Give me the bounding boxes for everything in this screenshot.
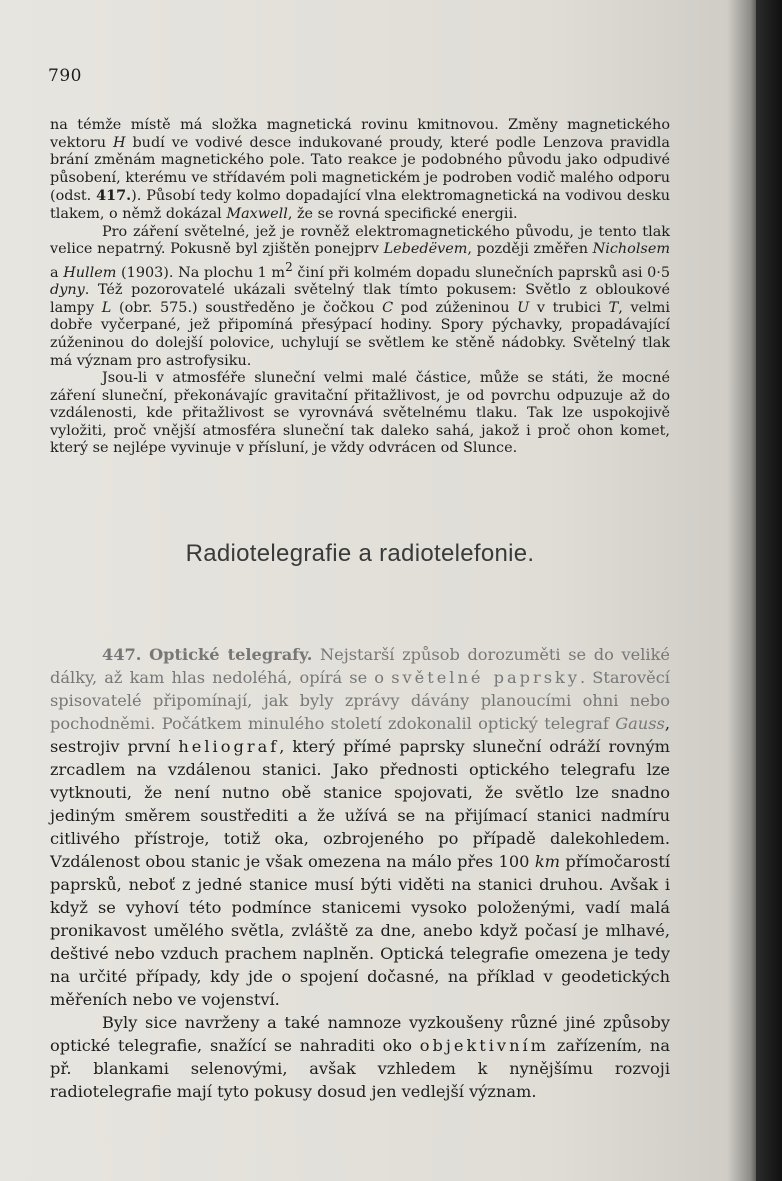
paragraph: Jsou-li v atmosféře sluneční velmi malé částice, může se státi, že mocné záření sluneční, překonávajíc gravitační přitažlivost, je od povrchu odpuzuje až do vzdálenosti, kde přitažlivost se vyrovnává světelnému tlaku. Tak lze uspokojivě vyložiti, proč vnější atmosféra sluneční tak daleko sahá, jakož i proč ohon komet, který se nejlépe vyvinuje v přísluní, je vždy odvrácen od Slunce. <box>50 370 670 457</box>
paragraph: 447. Optické telegrafy. Nejstarší způsob dorozuměti se do veliké dálky, až kam hlas nedoléhá, opírá se o světelné paprsky. Starověcí spisovatelé připomínají, jak byly zprávy dávány planoucími ohni nebo pochodněmi. Počátkem minulého století zdokonalil optický telegraf Gauss, sestrojiv první heliograf, který přímé paprsky sluneční odráží rovným zrcadlem na vzdálenou stanici. Jako přednosti optického telegrafu lze vytknouti, že není nutno obě stanice spojovati, že světlo lze snadno jediným směrem soustřediti a že užívá se na přijímací stanici nadmíru citlivého přístroje, totiž oka, ozbrojeného po případě dalekohledem. Vzdálenost obou stanic je však omezena na málo přes 100 km přímočarostí paprsků, neboť z jedné stanice musí býti viděti na stanici druhou. Avšak i když se vyhoví této podmínce stanicemi vysoko položenými, vadí malá pronikavost umělého světla, zvláště za dne, anebo když počasí je mlhavé, deštivé nebo vzduch prachem naplněn. Optická telegrafie omezena je tedy na určité případy, kdy jde o spojení dočasné, na příklad v geodetických měřeních nebo ve vojenství. <box>50 645 670 1009</box>
section-magnetic-pressure <box>50 117 670 458</box>
paragraph: Byly sice navrženy a také namnoze vyzkoušeny různé jiné způsoby optické telegrafie, snažící se nahraditi oko objektivním zařízením, na př. blankami selenovými, avšak vzhledem k nynějšímu rozvoji radiotelegrafie mají tyto pokusy dosud jen vedlejší význam. <box>50 1013 670 1101</box>
paragraph: Pro záření světelné, jež je rovněž elektromagnetického původu, je tento tlak velice nepatrný. Pokusně byl zjištěn ponejprv Lebedëvem, později změřen Nicholsem a Hullem (1903). Na plochu 1 $m^2$ činí při kolmém dopadu slunečních paprsků asi 0·5 dyny. Též pozorovatelé ukázali světelný tlak tímto pokusem: Světlo z obloukové lampy L (obr. 575.) soustředěno je čočkou C pod zúženinou U v trubici T, velmi dobře vyčerpané, jež připomíná přesýpací hodiny. Spory pýchavky, propadávající zúženinou do dolejší polovice, uchylují se světlem ke stěně nádobky. Světelný tlak má význam pro astrofysiku. <box>50 223 670 369</box>
paragraph: na témže místě má složka magnetická rovinu kmitnovou. Změny magnetického vektoru H budí ve vodivé desce indukované proudy, které podle Lenzova pravidla brání změnám magnetického pole. Tato reakce je podobného původu jako odpudivé působení, kterému ve střídavém poli magnetickém je podroben vodič malého odporu (odst. 417.). Působí tedy kolmo dopadající vlna elektromagnetická na vodivou desku tlakem, o němž dokázal Maxwell, že se rovná specifické energii. <box>50 117 670 222</box>
page-number: 790 <box>48 66 82 86</box>
section-heading: Radiotelegrafie a radiotelefonie. <box>185 540 535 567</box>
section-optical-telegraphs <box>50 643 670 1103</box>
book-spine-shadow <box>756 0 782 1181</box>
